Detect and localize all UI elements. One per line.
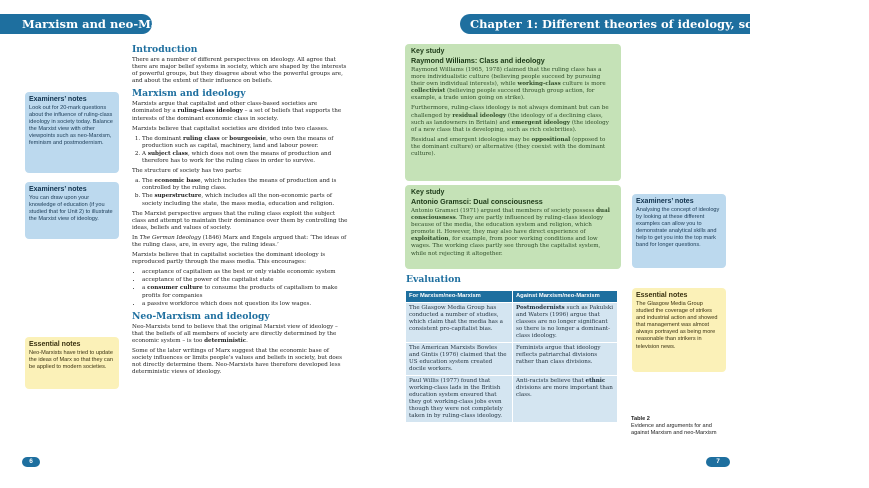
key-study-paragraph: Raymond Williams (1965, 1978) claimed that the ruling class has a more individualistic culture (believing people succeed by pursuing their own individual interests), while working-class culture is more collectivist (believing people succeed through group action, for example, a trade union going on strike). xyxy=(411,67,606,102)
running-header-left: Marxism and neo-Marxism xyxy=(0,14,152,34)
perspective-paragraph: The Marxist perspective argues that the ruling class exploit the subject class and attempt to maintain their dominance over them by controlling the ideas, beliefs and values of society. xyxy=(132,210,348,231)
table-cell: Anti-racists believe that ethnic divisions are more important than class. xyxy=(513,376,618,423)
key-study-paragraph: Furthermore, ruling-class ideology is not always dominant but can be challenged by residual ideology (the ideology of a declining class, such as landowners in Britain) and emergent ideology (the ideology of a new class that is developing, such as rich celebrities). xyxy=(411,105,609,133)
examiners-notes-box-2 xyxy=(25,182,119,239)
table-cell: The Glasgow Media Group has conducted a number of studies, which claim that the media has a consistent pro-capitalist bias. xyxy=(406,303,513,343)
essential-notes-text: The Glasgow Media Group studied the coverage of strikes and industrial action and showed that management was almost always portrayed as being more reasonable than strikers in television news. xyxy=(636,301,718,350)
evaluation-heading: Evaluation xyxy=(406,274,461,285)
marxism-paragraph-1: Marxists argue that capitalist and other class-based societies are dominated by a ruling-class ideology – a set of beliefs that supports the interests of the dominant economic class in society. xyxy=(132,101,342,122)
key-study-gramsci xyxy=(405,185,621,269)
examiners-notes-text: Analysing the concept of ideology by looking at these different examples can allow you to demonstrate analytical skills and help to get you into the top mark band for longer questions. xyxy=(636,207,720,249)
table-cell: Postmodernists such as Pakulski and Waters (1996) argue that classes are no longer significant so there is no longer a dominant-class ideology. xyxy=(513,303,618,343)
list-item: • acceptance of the power of the capitalist state xyxy=(142,277,348,284)
key-study-paragraph: Residual and emergent ideologies may be oppositional (opposed to the dominant culture) or alternative (they coexist with the dominant culture). xyxy=(411,136,606,158)
key-study-williams xyxy=(405,44,621,181)
examiners-notes-title: Examiners’ notes xyxy=(636,198,694,205)
list-item: • acceptance of capitalism as the best or only viable economic system xyxy=(142,269,348,276)
list-item: b. The superstructure, which includes all the non-economic parts of society including the state, the mass media, education and religion. xyxy=(142,193,348,207)
essential-notes-text: Neo-Marxists have tried to update the ideas of Marx so that they can be applied to modern societies. xyxy=(29,350,113,371)
german-ideology-paragraph: In The German Ideology (1846) Marx and Engels argued that: ‘The ideas of the ruling class, are, in every age, the ruling ideas.’ xyxy=(132,234,347,248)
list-item: a. The economic base, which includes the means of production and is controlled by the ruling class. xyxy=(142,178,348,192)
key-study-title: Raymond Williams: Class and ideology xyxy=(411,56,545,65)
examiners-notes-text: Look out for 20-mark questions about the influence of ruling-class ideology in society today. Balance the Marxist view with other viewpoints such as neo-Marxism, feminism and postmodernism. xyxy=(29,105,113,147)
structure-list xyxy=(142,178,348,207)
marxism-paragraph-2: Marxists believe that capitalist societies are divided into two classes. xyxy=(132,125,329,132)
evaluation-table xyxy=(405,290,618,423)
examiners-notes-box-3 xyxy=(632,194,726,268)
page-number-right: 7 xyxy=(706,457,730,467)
table-cell: Paul Willis (1977) found that working-class lads in the British education system ensured that they got working-class jobs even though they were not completely taken in by ruling-class ideology. xyxy=(406,376,513,423)
essential-notes-title: Essential notes xyxy=(29,341,81,348)
neo-marxism-heading: Neo-Marxism and ideology xyxy=(132,310,270,322)
table-caption xyxy=(631,416,731,437)
encourages-list xyxy=(142,269,348,307)
examiners-notes-box-1 xyxy=(25,92,119,173)
examiners-notes-title: Examiners’ notes xyxy=(29,96,87,103)
key-study-label: Key study xyxy=(411,189,445,196)
classes-list xyxy=(142,136,348,165)
essential-notes-box-2 xyxy=(632,288,726,372)
list-item: • a passive workforce which does not question its low wages. xyxy=(142,301,348,308)
examiners-notes-title: Examiners’ notes xyxy=(29,186,87,193)
intro-paragraph: There are a number of different perspectives on ideology. All agree that there are major belief systems in society, which are shaped by the interests of powerful groups, but they disagree about who the powerful groups are, and about the extent of their influence on beliefs. xyxy=(132,57,347,85)
page-number-left: 6 xyxy=(22,457,40,467)
caption-text: Evidence and arguments for and against Marxism and neo-Marxism xyxy=(631,423,717,436)
marxism-heading: Marxism and ideology xyxy=(132,88,246,100)
key-study-label: Key study xyxy=(411,48,445,55)
essential-notes-box-1 xyxy=(25,337,119,389)
table-row xyxy=(406,343,618,376)
examiners-notes-text: You can draw upon your knowledge of education (if you studied that for Unit 2) to illustrate the Marxist view of ideology. xyxy=(29,195,113,223)
list-item: 1. The dominant ruling class or bourgeoisie, who own the means of production such as capital, machinery, land and labour power. xyxy=(142,136,348,150)
table-header-row xyxy=(406,291,618,303)
table-row xyxy=(406,376,618,423)
table-row xyxy=(406,303,618,343)
table-cell: The American Marxists Bowles and Gintis (1976) claimed that the US education system created docile workers. xyxy=(406,343,513,376)
list-item: 2. A subject class, which does not own the means of production and therefore has to work for the ruling class in order to survive. xyxy=(142,151,348,165)
list-item: • a consumer culture to consume the products of capitalism to make profits for companies xyxy=(142,285,348,299)
key-study-paragraph: Antonio Gramsci (1971) argued that members of society possess dual consciousness. They are partly influenced by ruling-class ideology because of the media, the education system and religion, which promote it. However, they may also have direct experience of exploitation, for example, from poor working conditions and low wages. The working class partly see through the capitalist system, while not rejecting it altogether. xyxy=(411,208,610,257)
running-header-right: Chapter 1: Different theories of ideology, science and religion xyxy=(460,14,750,34)
structure-intro: The structure of society has two parts: xyxy=(132,168,242,175)
main-column xyxy=(132,44,348,379)
column-header-against: Against Marxism/neo-Marxism xyxy=(513,291,618,303)
essential-notes-title: Essential notes xyxy=(636,292,688,299)
key-study-title: Antonio Gramsci: Dual consciousness xyxy=(411,197,543,206)
neo-paragraph-1: Neo-Marxists tend to believe that the original Marxist view of ideology – that the beliefs of all members of society are directly determined by the economic system – is too deterministic. xyxy=(132,323,338,344)
reproduced-paragraph: Marxists believe that in capitalist societies the dominant ideology is reproduced partly through the mass media. This encourages: xyxy=(132,252,326,266)
caption-label: Table 2 xyxy=(631,416,650,422)
intro-heading: Introduction xyxy=(132,44,198,55)
column-header-for: For Marxism/neo-Marxism xyxy=(406,291,513,303)
table-cell: Feminists argue that ideology reflects patriarchal divisions rather than class divisions. xyxy=(513,343,618,376)
neo-paragraph-2: Some of the later writings of Marx suggest that the economic base of society influences or limits people’s values and beliefs in society, but does not directly determine them. Neo-Marxists have therefore developed less deterministic views of ideology. xyxy=(132,348,342,376)
